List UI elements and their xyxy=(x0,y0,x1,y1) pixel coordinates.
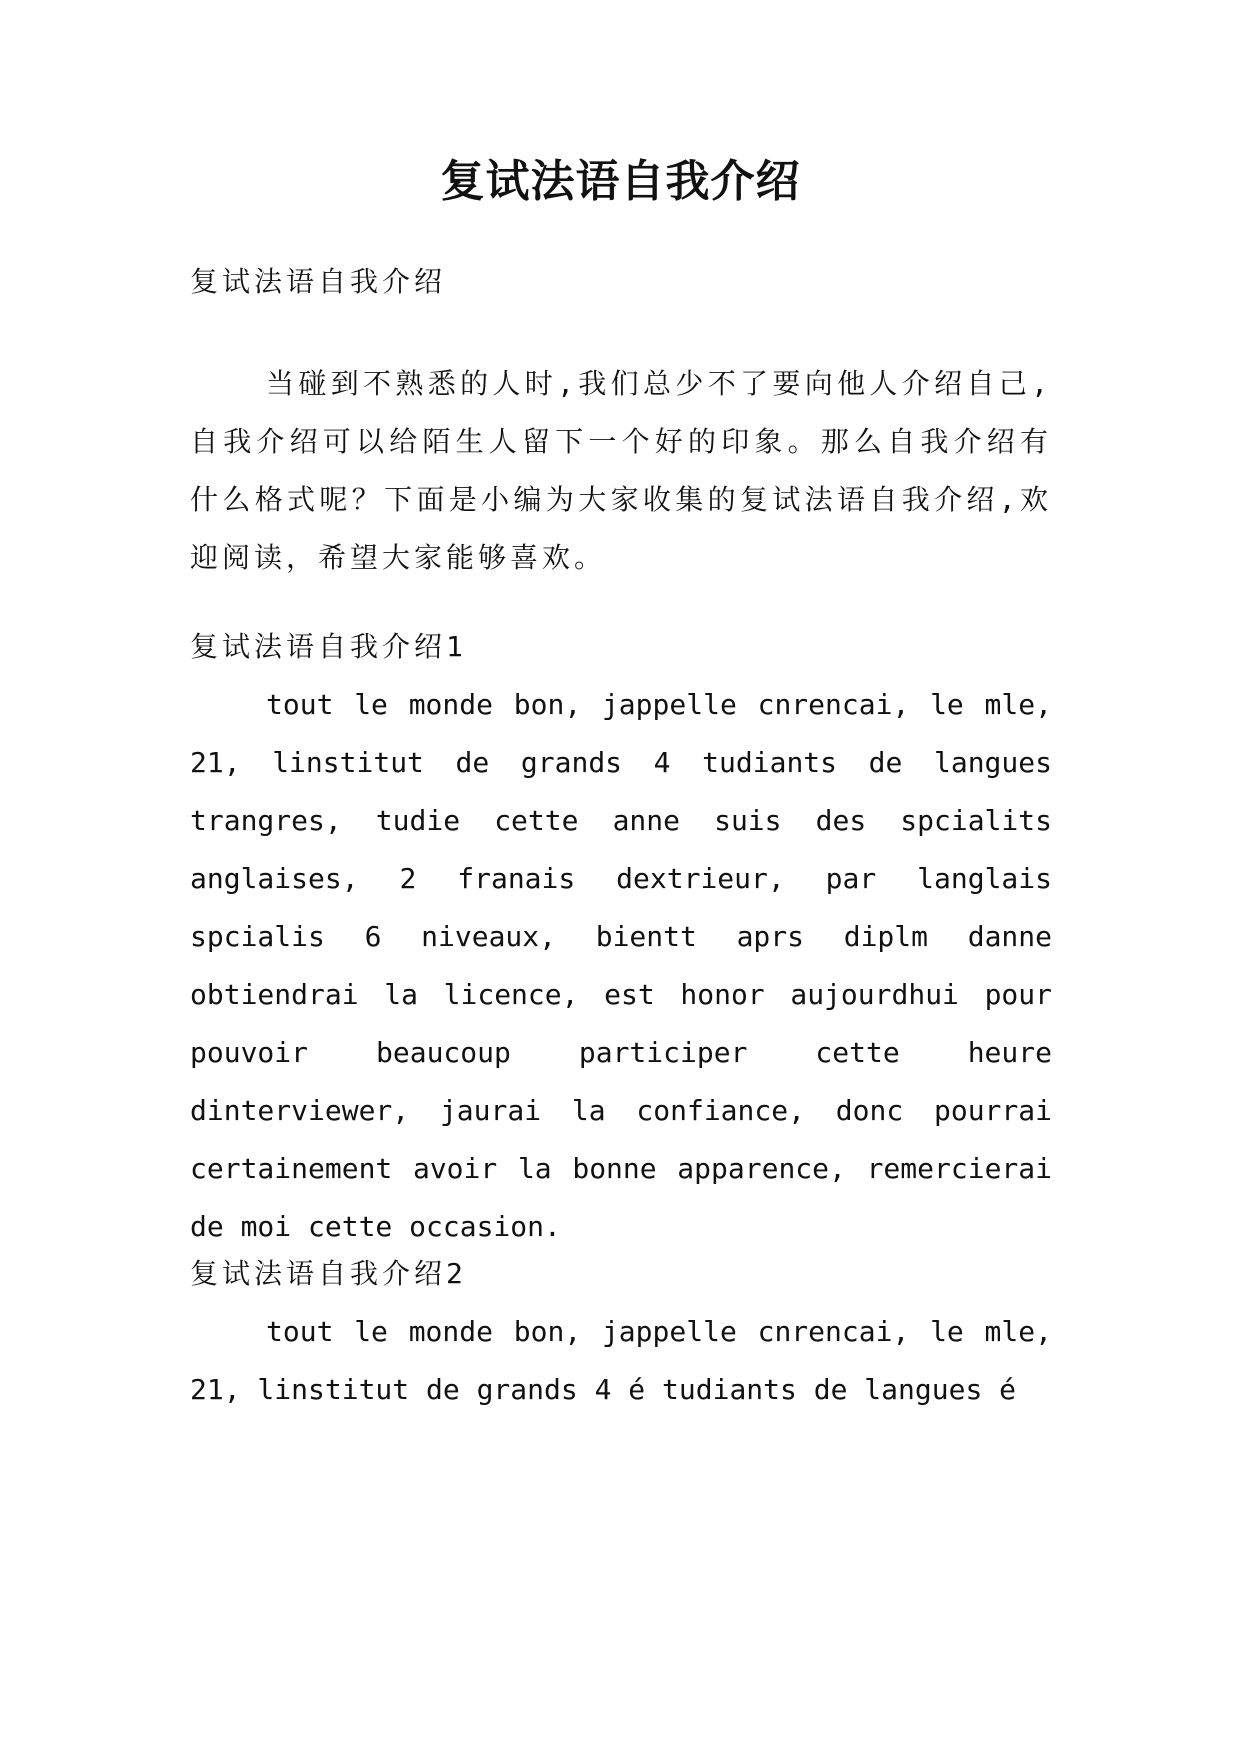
intro-paragraph: 当碰到不熟悉的人时,我们总少不了要向他人介绍自己,自我介绍可以给陌生人留下一个好的印象。那么自我介绍有什么格式呢？下面是小编为大家收集的复试法语自我介绍,欢迎阅读，希望大家能够喜欢。 xyxy=(190,367,1052,574)
section-heading: 复试法语自我介绍1 xyxy=(190,630,467,663)
section-paragraph: tout le monde bon, jappelle cnrencai, le mle, 21, linstitut de grands 4 tudiants de langues trangres, tudie cette anne suis des spcialits anglaises, 2 franais dextrieur, par langlais spcialis 6 niveaux, bientt aprs diplm danne obtiendrai la licence, est honor aujourdhui pour pouvoir beaucoup participer cette heure dinterviewer, jaurai la confiance, donc pourrai certainement avoir la bonne apparence, remercierai de moi cette occasion. xyxy=(190,688,1052,1243)
document-subtitle-block xyxy=(190,253,1052,311)
document-subtitle: 复试法语自我介绍 xyxy=(190,265,447,298)
intro-block xyxy=(190,355,1052,587)
section-heading: 复试法语自我介绍2 xyxy=(190,1257,467,1290)
section-2 xyxy=(190,1245,1052,1419)
document-title: 复试法语自我介绍 xyxy=(440,156,801,207)
section-1 xyxy=(190,618,1052,1256)
section-paragraph: tout le monde bon, jappelle cnrencai, le mle, 21, linstitut de grands 4 é tudiants de langues é xyxy=(190,1315,1052,1406)
